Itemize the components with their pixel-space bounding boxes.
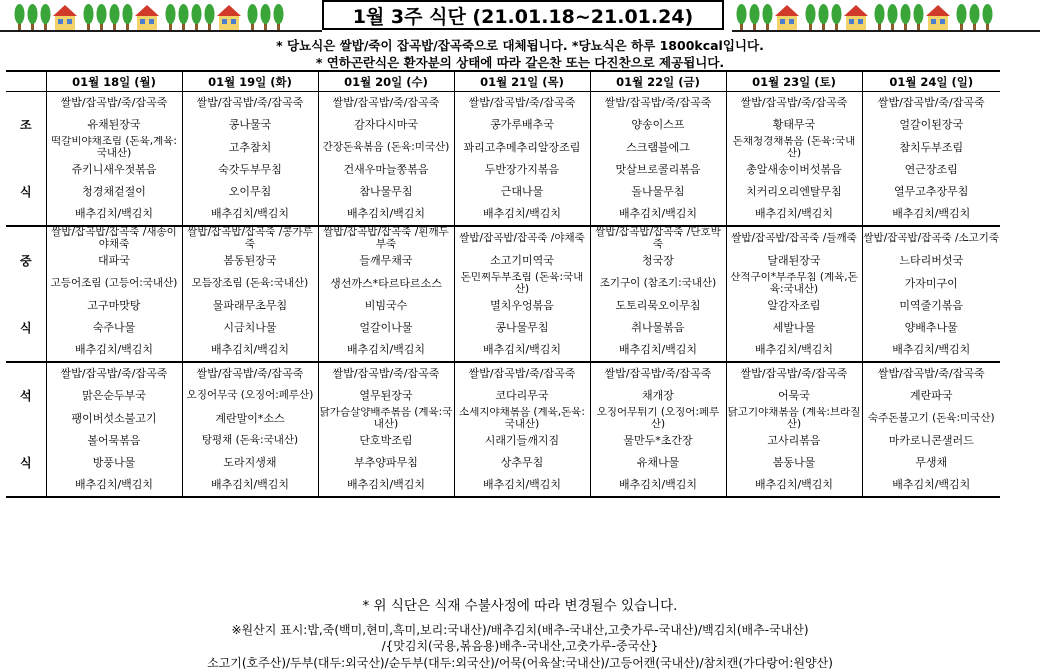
meal-label [6,203,46,226]
tree-icon [901,4,911,31]
menu-row [6,114,1000,136]
house-icon [926,5,950,31]
menu-cell: 청경채겉절이 [46,181,182,203]
menu-cell: 배추김치/백김치 [318,474,454,497]
menu-cell: 시금치나물 [182,317,318,339]
menu-cell: 느타리버섯국 [899,254,964,267]
menu-cell: 세발나물 [726,317,862,339]
tree-icon [750,4,760,31]
day-header: 01월 24일 (일) [862,71,1000,92]
tree-icon [261,4,271,31]
menu-cell: 쌀밥/잡곡밥/잡곡죽 /소고기죽 [863,231,1000,244]
menu-cell: 쌀밥/잡곡밥/죽/잡곡죽 [182,92,318,115]
menu-cell: 도라지생채 [182,452,318,474]
meal-label [6,407,46,430]
menu-cell: 쌀밥/잡곡밥/죽/잡곡죽 [726,362,862,385]
menu-row [6,181,1000,203]
menu-row [6,92,1000,115]
menu-cell: 유채된장국 [46,114,182,136]
menu-cell: 고추참치 [182,136,318,159]
tree-icon [875,4,885,31]
day-header: 01월 21일 (목) [454,71,590,92]
menu-row [6,226,1000,250]
menu-cell: 닭고기야채볶음 (계육:브라질산) [727,407,861,430]
menu-cell: 배추김치/백김치 [590,339,726,362]
menu-cell: 감자다시마국 [318,114,454,136]
menu-cell: 모듬장조림 (돈육:국내산) [182,272,318,295]
menu-cell: 돈민찌두부조림 (돈육:국내산) [454,272,590,295]
menu-cell: 팽이버섯소불고기 [46,407,182,430]
menu-cell: 코다리무국 [454,385,590,407]
tree-icon [914,4,924,31]
menu-cell: 산적구이*부추무침 (계육,돈육:국내산) [726,272,862,295]
origin-line-1: ※원산지 표시:밥,죽(백미,현미,흑미,보리:국내산)/배추김치(배추-국내산,고춧가루-국내산)/백김치(배추-국내산) [231,623,809,637]
menu-cell: 조기구이 (참조기:국내산) [590,272,726,295]
menu-row [6,385,1000,407]
menu-cell: 계란파국 [909,389,953,402]
menu-cell: 쌀밥/잡곡밥/잡곡죽 /새송이야채죽 [46,226,182,250]
weekly-menu-table [6,70,1000,498]
menu-cell: 봄동나물 [726,452,862,474]
menu-row [6,203,1000,226]
menu-cell: 오징어무튀기 (오징어:페루산) [590,407,726,430]
menu-cell: 근대나물 [454,181,590,203]
menu-cell: 고등어조림 (고등어:국내산) [46,272,182,295]
diabetic-notice: * 당뇨식은 쌀밥/죽이 잡곡밥/잡곡죽으로 대체됩니다. *당뇨식은 하루 1800kcal입니다. [276,38,764,53]
menu-cell: 쌀밥/잡곡밥/죽/잡곡죽 [590,92,726,115]
tree-icon [179,4,189,31]
meal-label: 식 [6,317,46,339]
menu-cell: 치커리오리엔탈무침 [726,181,862,203]
menu-cell: 배추김치/백김치 [726,474,862,497]
menu-cell: 알감자조림 [726,295,862,317]
menu-cell: 배추김치/백김치 [182,339,318,362]
menu-cell: 배추김치/백김치 [454,474,590,497]
menu-row [6,339,1000,362]
house-icon [217,5,241,31]
menu-cell: 숙주돈불고기 (돈육:미국산) [867,411,995,424]
menu-cell: 탕평채 (돈육:국내산) [182,430,318,452]
menu-cell: 무생채 [915,456,948,469]
menu-cell: 부추양파무침 [318,452,454,474]
tree-icon [763,4,773,31]
meal-label [6,430,46,452]
day-header: 01월 20일 (수) [318,71,454,92]
menu-cell: 도토리묵오이무침 [590,295,726,317]
meal-label [6,474,46,497]
menu-cell: 꽈리고추메추리알장조림 [454,136,590,159]
menu-cell: 쌀밥/잡곡밥/죽/잡곡죽 [46,92,182,115]
menu-cell: 쌀밥/잡곡밥/죽/잡곡죽 [590,362,726,385]
tree-icon [192,4,202,31]
meal-label: 조 [6,114,46,136]
meal-label [6,362,46,385]
menu-cell: 숙주나물 [46,317,182,339]
menu-cell: 쌀밥/잡곡밥/죽/잡곡죽 [877,367,985,380]
menu-row [6,295,1000,317]
menu-cell: 콩가루배추국 [454,114,590,136]
menu-cell: 쌀밥/잡곡밥/죽/잡곡죽 [318,362,454,385]
menu-cell: 상추무침 [454,452,590,474]
menu-row [6,159,1000,181]
menu-cell: 비빔국수 [318,295,454,317]
menu-cell: 볼어묵볶음 [46,430,182,452]
change-notice: * 위 식단은 식재 수불사정에 따라 변경될수 있습니다. [362,598,678,614]
house-icon [53,5,77,31]
meal-label: 중 [6,250,46,272]
menu-cell: 취나물볶음 [590,317,726,339]
menu-cell: 열무고추장무침 [894,185,969,198]
menu-cell: 청국장 [590,250,726,272]
menu-cell: 배추김치/백김치 [862,474,1000,497]
trees-houses-decoration [732,0,1040,32]
trees-houses-decoration [0,0,322,32]
menu-cell: 양송이스프 [590,114,726,136]
menu-cell: 맑은순두부국 [46,385,182,407]
menu-cell: 오징어무국 (오징어:페루산) [182,385,318,407]
menu-cell: 배추김치/백김치 [46,474,182,497]
menu-row [6,317,1000,339]
menu-cell: 두반장가지볶음 [454,159,590,181]
menu-cell: 돌나물무침 [590,181,726,203]
tree-icon [166,4,176,31]
menu-cell: 배추김치/백김치 [182,474,318,497]
tree-icon [248,4,258,31]
menu-cell: 쌀밥/잡곡밥/잡곡죽 /단호박죽 [590,226,726,250]
menu-cell: 배추김치/백김치 [46,339,182,362]
menu-cell: 돈채청경채볶음 (돈육:국내산) [726,136,862,159]
menu-cell: 소고기미역국 [454,250,590,272]
menu-cell: 소세지야채볶음 (계육,돈육:국내산) [454,407,590,430]
menu-cell: 미역줄기볶음 [899,299,964,312]
menu-cell: 배추김치/백김치 [862,203,1000,226]
origin-line-3: 소고기(호주산)/두부(대두:외국산)/순두부(대두:외국산)/어묵(어육살:국내산)/고등어캔(국내산)/참치캔(가다랑어:원양산) [207,656,833,670]
menu-cell: 고사리볶음 [726,430,862,452]
menu-cell: 건새우마늘쫑볶음 [318,159,454,181]
menu-cell: 얼갈이나물 [318,317,454,339]
house-icon [135,5,159,31]
menu-cell: 배추김치/백김치 [182,203,318,226]
menu-cell: 연근장조림 [904,163,958,176]
tree-icon [205,4,215,31]
menu-cell: 배추김치/백김치 [46,203,182,226]
origin-line-2: /{맛김치(국용,볶음용)배추-국내산,고춧가루-중국산} [381,639,659,653]
menu-cell: 쌀밥/잡곡밥/잡곡죽 /흰깨두부죽 [318,226,454,250]
meal-label [6,226,46,250]
menu-cell: 물만두*초간장 [590,430,726,452]
meal-label: 식 [6,452,46,474]
menu-cell: 쌀밥/잡곡밥/죽/잡곡죽 [46,362,182,385]
corner-cell [6,71,46,92]
menu-row [6,136,1000,159]
day-header: 01월 22일 (금) [590,71,726,92]
menu-cell: 배추김치/백김치 [726,203,862,226]
menu-cell: 마카로니콘샐러드 [888,434,974,447]
tree-icon [15,4,25,31]
meal-label: 석 [6,385,46,407]
tree-icon [832,4,842,31]
tree-icon [84,4,94,31]
meal-label [6,339,46,362]
house-icon [775,5,799,31]
menu-cell: 쌀밥/잡곡밥/죽/잡곡죽 [726,92,862,115]
menu-cell: 생선까스*타르타르소스 [318,272,454,295]
menu-cell: 쥬키니새우젓볶음 [46,159,182,181]
tree-icon [274,4,284,31]
menu-row [6,272,1000,295]
day-header: 01월 23일 (토) [726,71,862,92]
menu-cell: 봄동된장국 [182,250,318,272]
menu-cell: 배추김치/백김치 [726,339,862,362]
menu-cell: 배추김치/백김치 [318,203,454,226]
meal-label [6,295,46,317]
menu-cell: 쌀밥/잡곡밥/죽/잡곡죽 [454,92,590,115]
menu-cell: 쌀밥/잡곡밥/죽/잡곡죽 [877,96,985,109]
menu-cell: 총알새송이버섯볶음 [726,159,862,181]
menu-cell: 쌀밥/잡곡밥/잡곡죽 /들깨죽 [726,226,862,250]
menu-cell: 쌀밥/잡곡밥/잡곡죽 /콩가루죽 [182,226,318,250]
menu-cell: 배추김치/백김치 [318,339,454,362]
day-header: 01월 19일 (화) [182,71,318,92]
menu-cell: 콩나물국 [182,114,318,136]
tree-icon [970,4,980,31]
day-header-row [6,71,1000,92]
menu-cell: 맛살브로콜리볶음 [590,159,726,181]
menu-cell: 참나물무침 [318,181,454,203]
tree-icon [819,4,829,31]
menu-cell: 닭가슴살양배추볶음 (계육:국내산) [319,407,453,430]
tree-icon [983,4,993,31]
menu-cell: 참치두부조림 [899,140,964,154]
menu-row [6,362,1000,385]
menu-cell: 멸치우엉볶음 [454,295,590,317]
house-icon [844,5,868,31]
menu-cell: 가자미구이 [904,276,958,290]
menu-cell: 배추김치/백김치 [590,474,726,497]
menu-cell: 시래기들깨지짐 [454,430,590,452]
menu-cell: 떡갈비야채조림 (돈육,계육:국내산) [46,136,182,159]
menu-row [6,474,1000,497]
menu-cell: 오이무침 [182,181,318,203]
menu-cell: 쌀밥/잡곡밥/죽/잡곡죽 [182,362,318,385]
menu-cell: 대파국 [46,250,182,272]
menu-cell: 숙갓두부무침 [182,159,318,181]
menu-cell: 배추김치/백김치 [590,203,726,226]
menu-cell: 어묵국 [726,385,862,407]
menu-cell: 방풍나물 [46,452,182,474]
meal-label [6,92,46,115]
meal-label: 식 [6,181,46,203]
tree-icon [957,4,967,31]
menu-row [6,452,1000,474]
tree-icon [888,4,898,31]
menu-cell: 스크램블에그 [590,136,726,159]
tree-icon [110,4,120,31]
menu-cell: 쌀밥/잡곡밥/죽/잡곡죽 [318,92,454,115]
tree-icon [806,4,816,31]
day-header: 01월 18일 (월) [46,71,182,92]
menu-cell: 양배추나물 [904,321,958,334]
header-banner [0,0,1040,34]
menu-cell: 배추김치/백김치 [862,339,1000,362]
meal-label [6,272,46,295]
menu-cell: 얼갈이된장국 [899,118,964,131]
menu-cell: 황태무국 [726,114,862,136]
tree-icon [97,4,107,31]
menu-cell: 달래된장국 [726,250,862,272]
menu-cell: 계란말이*소스 [182,407,318,430]
menu-cell: 콩나물무침 [454,317,590,339]
menu-cell: 단호박조림 [318,430,454,452]
menu-cell: 채개장 [590,385,726,407]
menu-row [6,407,1000,430]
menu-row [6,430,1000,452]
menu-cell: 배추김치/백김치 [454,203,590,226]
tree-icon [123,4,133,31]
menu-cell: 들깨무채국 [318,250,454,272]
menu-cell: 쌀밥/잡곡밥/잡곡죽 /야채죽 [454,226,590,250]
tree-icon [41,4,51,31]
meal-label [6,136,46,159]
menu-cell: 고구마맛탕 [46,295,182,317]
menu-title: 1월 3주 식단 (21.01.18~21.01.24) [322,0,724,30]
menu-cell: 물파래무초무침 [182,295,318,317]
tree-icon [28,4,38,31]
menu-cell: 열무된장국 [318,385,454,407]
meal-label [6,159,46,181]
menu-cell: 쌀밥/잡곡밥/죽/잡곡죽 [454,362,590,385]
menu-row [6,250,1000,272]
menu-cell: 배추김치/백김치 [454,339,590,362]
menu-cell: 간장돈육볶음 (돈육:미국산) [318,136,454,159]
tree-icon [737,4,747,31]
menu-cell: 유채나물 [590,452,726,474]
dysphagia-notice: * 연하곤란식은 환자분의 상태에 따라 갈은찬 또는 다진찬으로 제공됩니다. [315,55,725,70]
